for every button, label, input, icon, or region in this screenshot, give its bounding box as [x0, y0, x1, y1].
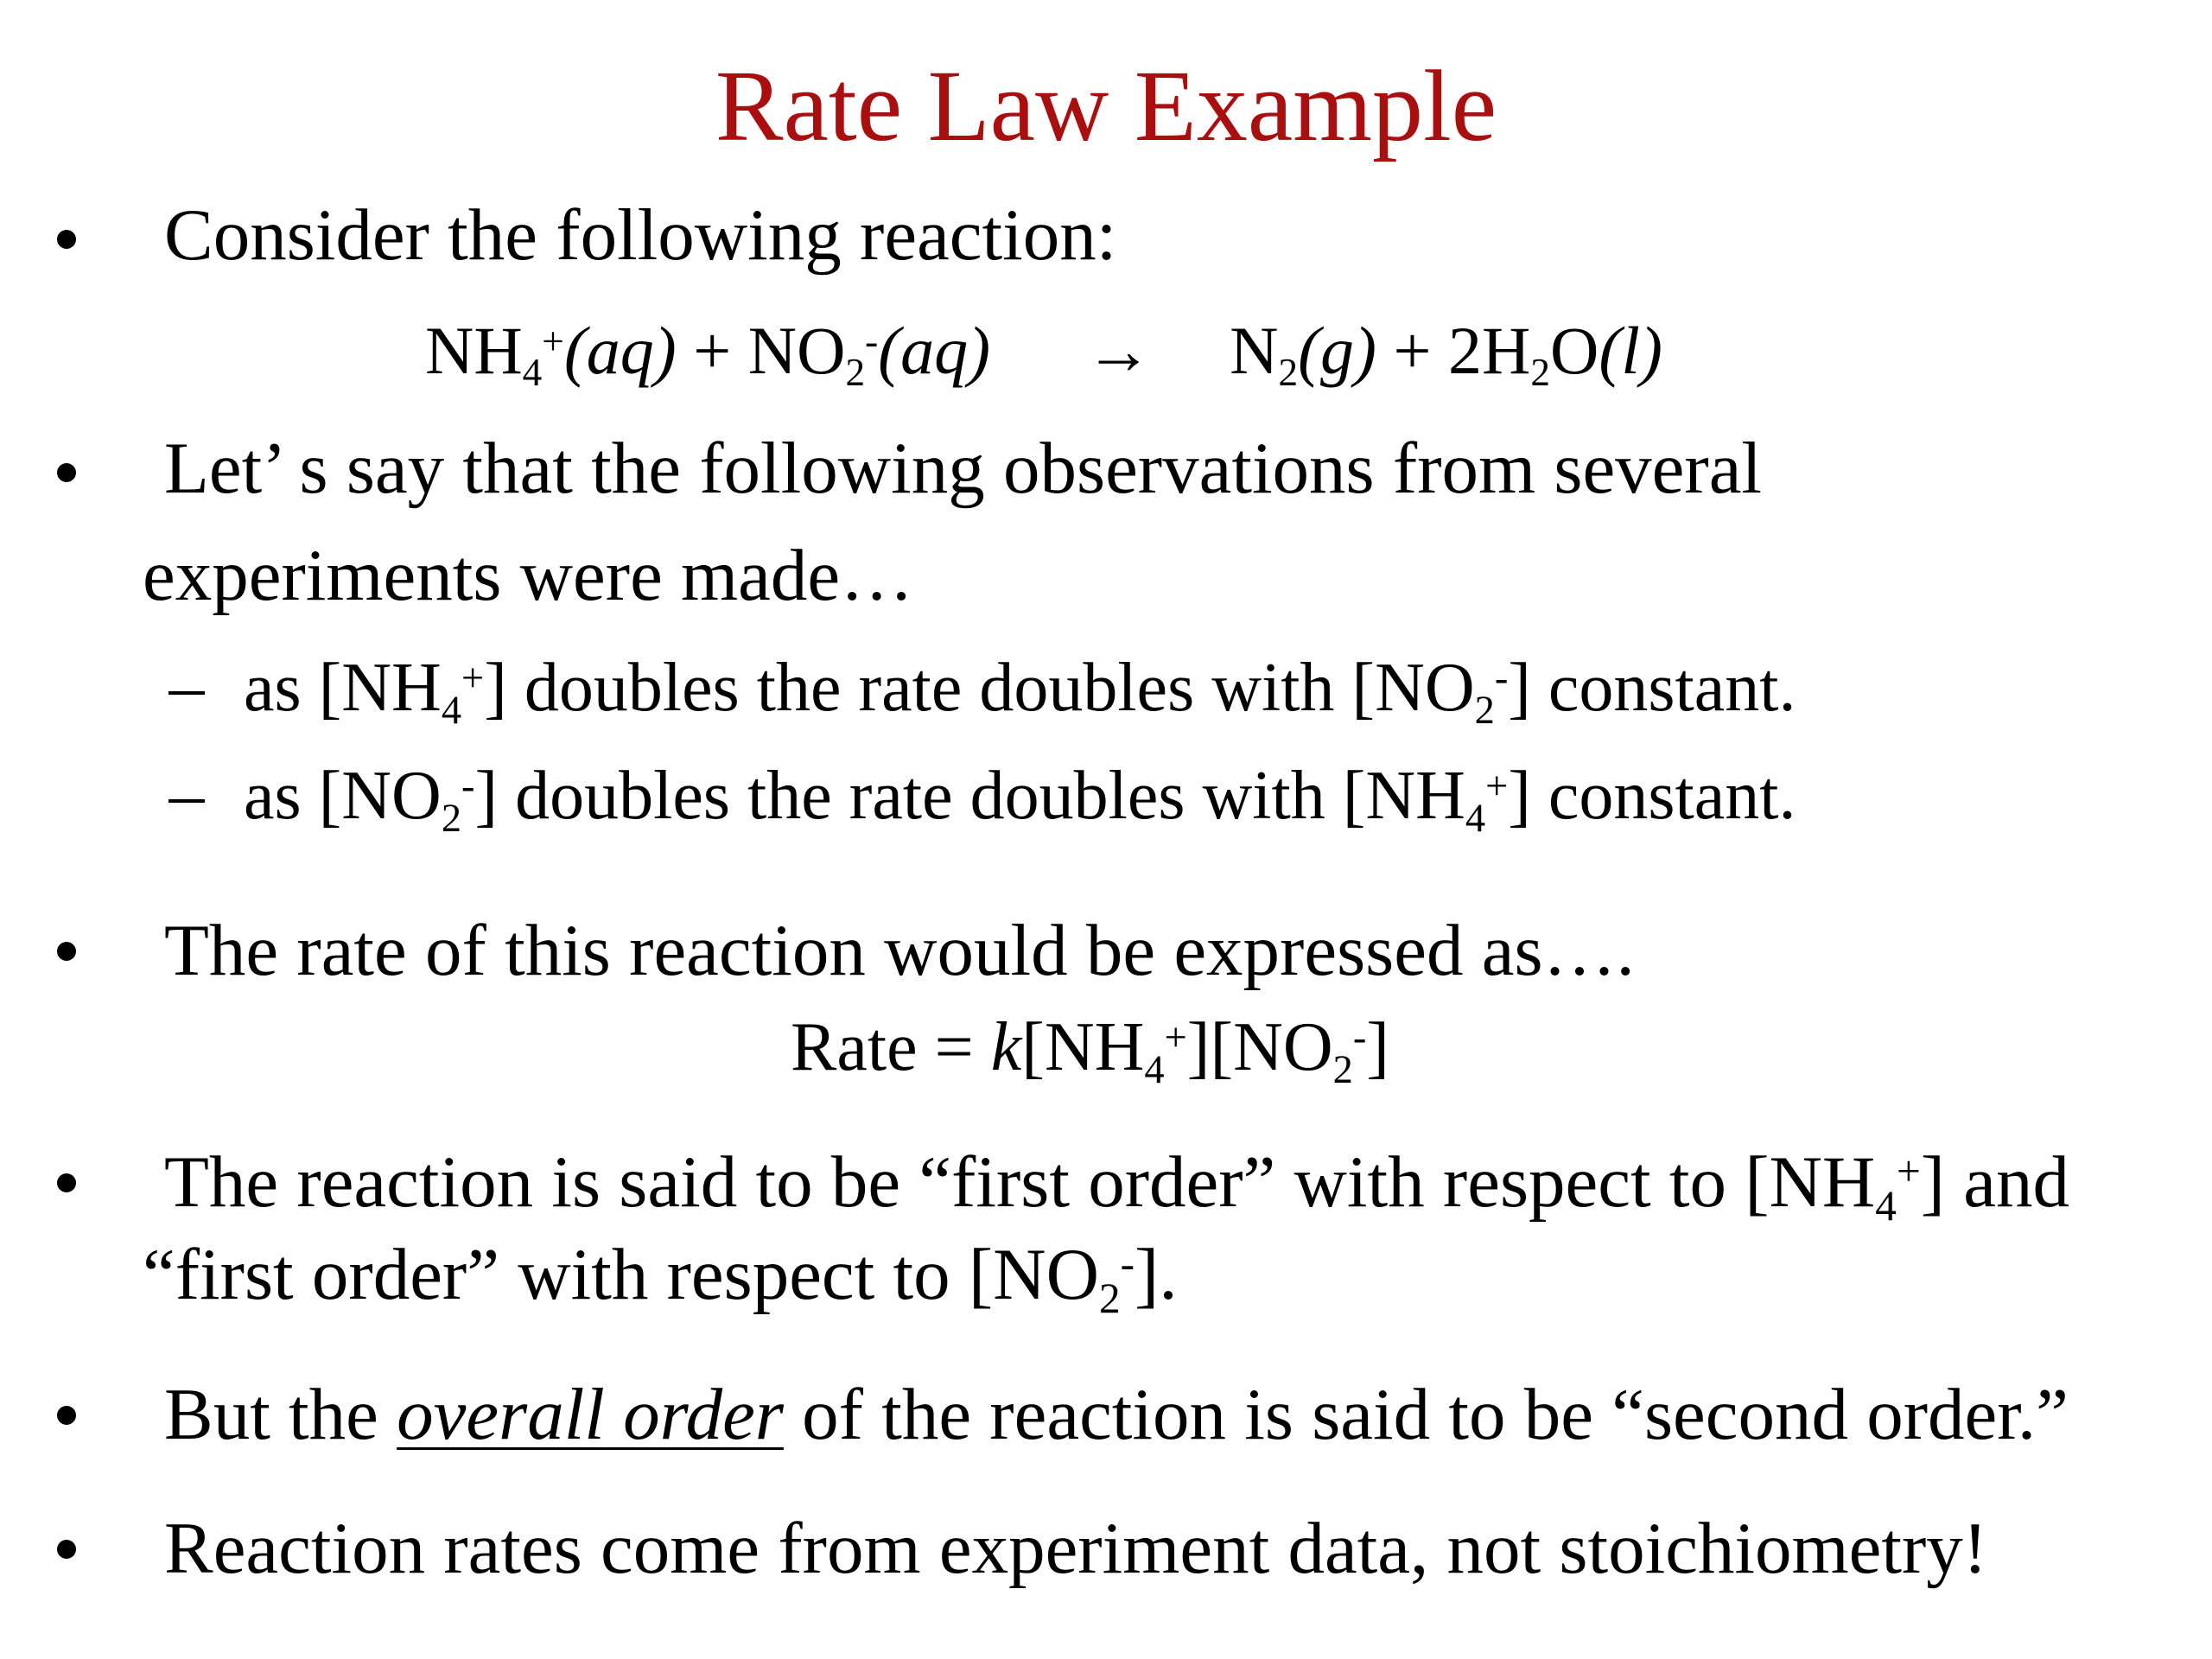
sub-bullet-text: ] doubles the rate doubles with [NO [484, 650, 1475, 726]
sub-bullet-text: as [NO [244, 758, 442, 834]
subscript: 2 [1332, 1047, 1353, 1092]
superscript: + [461, 656, 485, 701]
bullet-text: The reaction is said to be “first order” with respect to [NH [164, 1141, 1876, 1223]
subscript: 4 [1465, 796, 1486, 841]
bullet-text: Let’ s say that the following observations from several [164, 428, 1763, 509]
state-label: (g) [1298, 313, 1377, 388]
bullet-consider-reaction [164, 192, 1116, 278]
superscript: - [1120, 1240, 1135, 1288]
superscript: + [1485, 764, 1509, 809]
rate-constant: k [990, 1009, 1022, 1085]
reactant-nh4: NH [425, 313, 523, 388]
bullet-text: of the reaction is said to be “second order.” [783, 1374, 2069, 1455]
sub-bullet-nh4-doubles [244, 645, 1796, 731]
superscript: + [1164, 1015, 1187, 1060]
bullet-text: experiments were made… [143, 535, 914, 616]
rate-term: [NH [1021, 1009, 1145, 1085]
bullet-observations-line2 [143, 532, 913, 619]
product-n2: N [1230, 313, 1279, 388]
bullet-observations-line1 [164, 425, 1762, 512]
superscript: + [542, 320, 564, 364]
bullet-dot [57, 230, 76, 249]
plus-sign: + [693, 313, 732, 388]
sub-bullet-no2-doubles [244, 753, 1796, 839]
superscript: - [1494, 656, 1509, 701]
bullet-first-order-line2 [143, 1231, 1178, 1322]
reaction-arrow: → [1084, 313, 1153, 388]
bullet-text: Consider the following reaction: [164, 194, 1117, 276]
subscript: 2 [1098, 1274, 1121, 1322]
bullet-rate-expressed [164, 907, 1635, 994]
bullet-experiment-data [164, 1505, 1987, 1592]
subscript: 2 [845, 351, 866, 395]
bullet-dot [57, 1540, 76, 1559]
subscript: 2 [1278, 351, 1299, 395]
bullet-dot [57, 463, 76, 482]
sub-bullet-dash [168, 799, 205, 803]
sub-bullet-text: as [NH [244, 650, 442, 726]
reactant-no2: NO [747, 313, 846, 388]
subscript: 2 [1474, 688, 1495, 733]
subscript: 4 [522, 351, 543, 395]
plus-sign: + [1393, 313, 1432, 388]
bullet-text: But the [164, 1374, 397, 1455]
state-label: (aq) [878, 313, 991, 388]
sub-bullet-dash [168, 691, 205, 695]
product-h2o: 2H [1448, 313, 1531, 388]
slide-title: Rate Law Example [715, 49, 1497, 162]
rate-term: ] [1366, 1009, 1389, 1085]
subscript: 4 [1144, 1047, 1165, 1092]
bullet-dot [57, 1406, 76, 1425]
bullet-text: The rate of this reaction would be expressed as…. [164, 910, 1635, 991]
rate-term: ][NO [1186, 1009, 1333, 1085]
bullet-text: ]. [1135, 1234, 1178, 1315]
reaction-equation [425, 308, 1662, 394]
subscript: 4 [441, 688, 462, 733]
subscript: 2 [441, 796, 462, 841]
superscript: - [461, 764, 475, 809]
subscript: 2 [1530, 351, 1550, 395]
superscript: - [865, 320, 879, 364]
superscript: - [1352, 1015, 1367, 1060]
rate-label: Rate = [791, 1009, 991, 1085]
product-h2o-rest: O [1549, 313, 1599, 388]
sub-bullet-text: ] constant. [1508, 758, 1796, 834]
overall-order-emphasis: overall order [397, 1374, 784, 1455]
bullet-dot [57, 942, 76, 961]
bullet-overall-order [164, 1371, 2069, 1458]
superscript: + [1896, 1147, 1921, 1196]
bullet-text: Reaction rates come from experiment data, not stoichiometry! [164, 1508, 1988, 1589]
subscript: 4 [1875, 1181, 1897, 1230]
bullet-text: ] and [1920, 1141, 2070, 1223]
state-label: (l) [1599, 313, 1662, 388]
sub-bullet-text: ] constant. [1508, 650, 1796, 726]
rate-law-equation [791, 1004, 1389, 1090]
bullet-first-order-line1 [164, 1139, 2070, 1230]
state-label: (aq) [563, 313, 677, 388]
sub-bullet-text: ] doubles the rate doubles with [NH [474, 758, 1465, 834]
bullet-dot [57, 1173, 76, 1192]
bullet-text: “first order” with respect to [NO [143, 1234, 1099, 1315]
